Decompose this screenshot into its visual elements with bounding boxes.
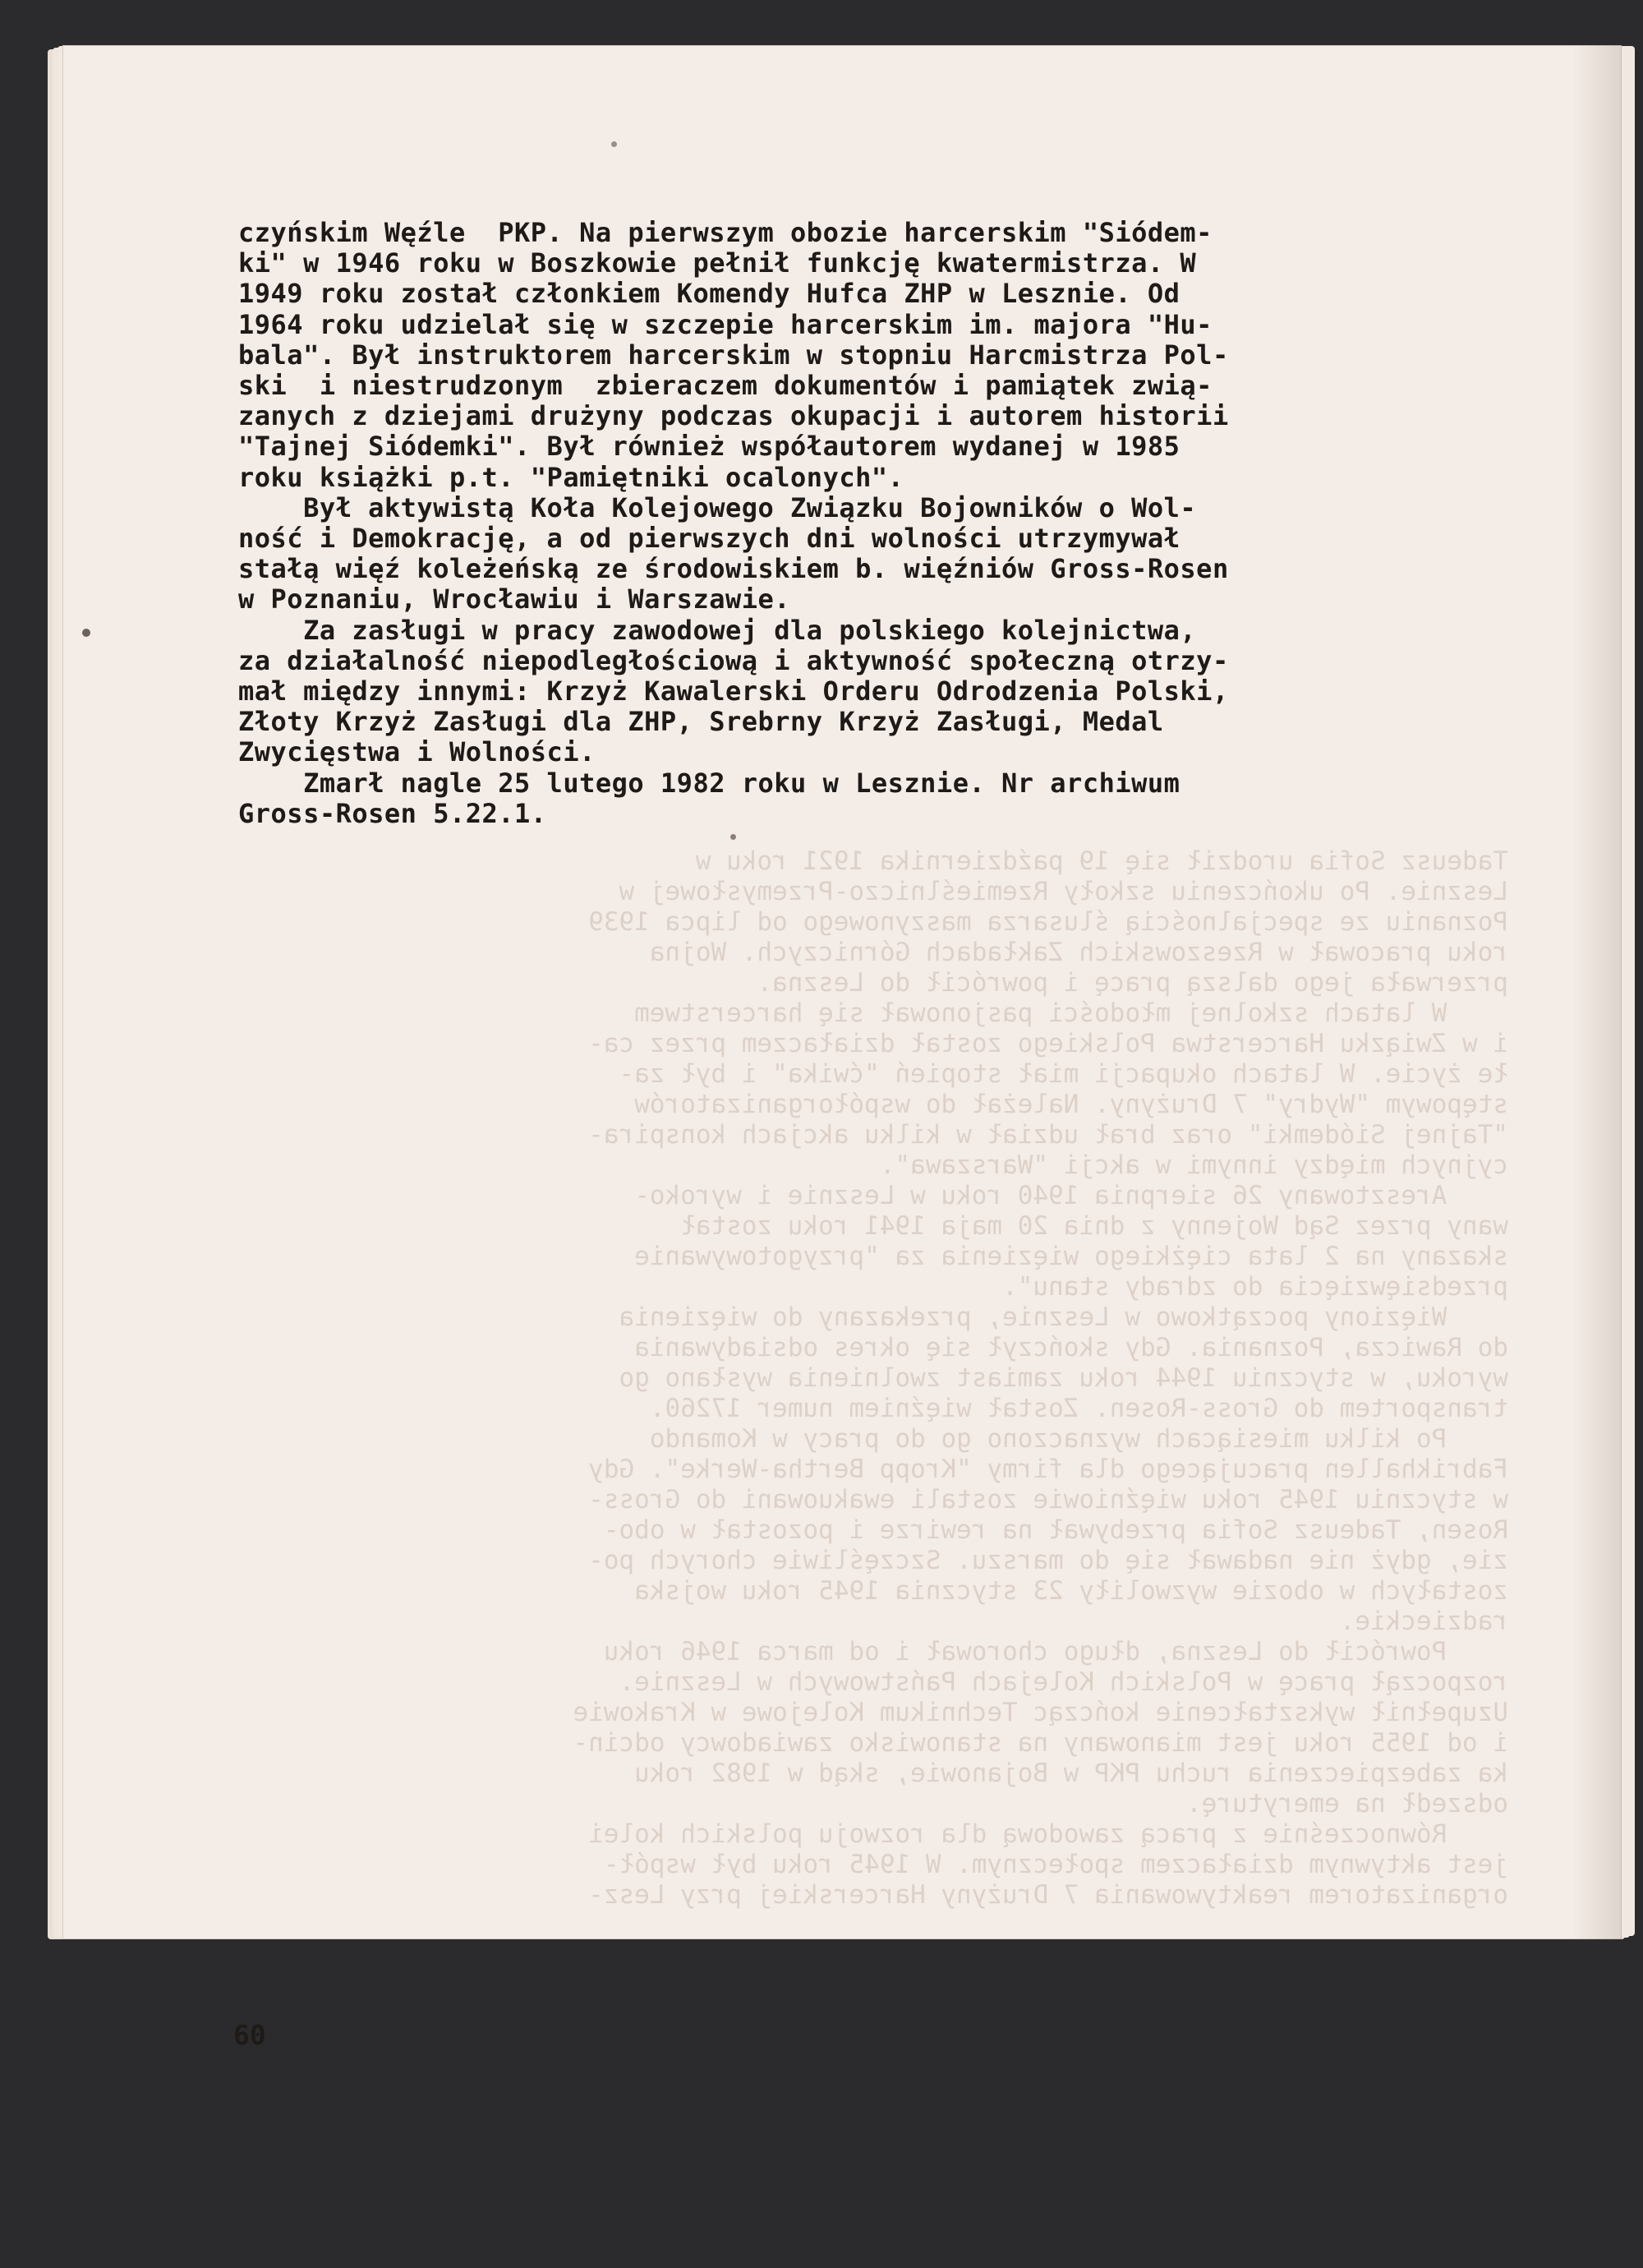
margin-dot [82,629,90,637]
paper-speck [611,141,617,147]
page-number: 60 [233,2019,266,2051]
body-text [238,218,1503,829]
paragraph-death-archive: Zmarł nagle 25 lutego 1982 roku w Lesznie. Nr archiwum Gross-Rosen 5.22.1. [238,767,1180,829]
document-page [62,45,1622,2051]
paragraph-biography-scouting: czyńskim Węźle PKP. Na pierwszym obozie harcerskim "Siódem- ki" w 1946 roku w Boszkowie pełnił funkcję kwatermistrza. W 1949 roku został członkiem Komendy Hufca ZHP w Lesznie. Od 1964 roku udzielał się w szczepie harcerskim im. majora "Hu- bala". Był instruktorem harcerskim w stopniu Harcmistrza Pol- ski i niestrudzonym zbieraczem dokumentów i pamiątek zwią- zanych z dziejami drużyny podczas okupacji i autorem historii "Tajnej Siódemki". Był również współautorem wydanej w 1985 roku książki p.t. "Pamiętniki ocalonych". [238,217,1229,493]
paper-speck [730,834,736,840]
bleed-through-text: Tadeusz Sofia urodził się 19 października 1921 roku w Lesznie. Po ukończeniu szkoły Rzemieślniczo-Przemysłowej w Poznaniu ze specjalnością ślusarza maszynowego od lipca 1939 roku pracował w Rzeszowskich Zakładach Górniczych. Wojna przerwała jego dalszą pracę i powrócił do Leszna. W latach szkolnej młodości pasjonował się harcerstwem i w Związku Harcerstwa Polskiego został działaczem przez ca- łe życie. W latach okupacji miał stopień "ćwika" i był za- stępowym "Wydry" 7 Drużyny. Należał do współorganizatorów "Tajnej Siódemki" oraz brał udział w kilku akcjach konspira- cyjnych między innymi w akcji "Warszawa". Aresztowany 26 sierpnia 1940 roku w Lesznie i wyroko- wany przez Sąd Wojenny z dnia 20 maja 1941 roku został skazany na 2 lata ciężkiego więzienia za "przygotowywanie przedsięwzięcia do zdrady stanu". Więziony początkowo w Lesznie, przekazany do więzienia do Rawicza, Poznania. Gdy skończył się okres odsiadywania wyroku, w styczniu 1944 roku zamiast zwolnienia wysłano go transportem do Gross-Rosen. Został więźniem numer 17260. Po kilku miesiącach wyznaczono go do pracy w Komando Fabrikhallen pracującego dla firmy "Kropp Bertha-Werke". Gdy w styczniu 1945 roku więźniowie zostali ewakuowani do Gross- Rosen, Tadeusz Sofia przebywał na rewirze i pozostał w obo- zie, gdyż nie nadawał się do marszu. Szczęśliwie chorych po- zostałych w obozie wyzwoliły 23 stycznia 1945 roku wojska radzieckie. Powrócił do Leszna, długo chorował i od marca 1946 roku rozpoczął pracę w Polskich Kolejach Państwowych w Lesznie. Uzupełnił wykształcenie kończąc Technikum Kolejowe w Krakowie i od 1955 roku jest mianowany na stanowisko zawiadowcy odcin- ka zabezpieczenia ruchu PKP w Bojanowie, skąd w 1982 roku odszedł na emeryturę. Równocześnie z pracą zawodową dla rozwoju polskich kolei jest aktywnym działaczem społecznym. W 1945 roku był współ- organizatorem reaktywowania 7 Drużyny Harcerskiej przy Lesz- [573,846,1508,1910]
paragraph-awards: Za zasługi w pracy zawodowej dla polskiego kolejnictwa, za działalność niepodległościową i aktywność społeczną otrzy- mał między innymi: Krzyż Kawalerski Orderu Odrodzenia Polski, Złoty Krzyż Zasługi dla ZHP, Srebrny Krzyż Zasługi, Medal Zwycięstwa i Wolności. [238,614,1229,768]
paragraph-veterans-association: Był aktywistą Koła Kolejowego Związku Bojowników o Wol- ność i Demokrację, a od pierwszych dni wolności utrzymywał stałą więź koleżeńską ze środowiskiem b. więźniów Gross-Rosen w Poznaniu, Wrocławiu i Warszawie. [238,491,1229,615]
